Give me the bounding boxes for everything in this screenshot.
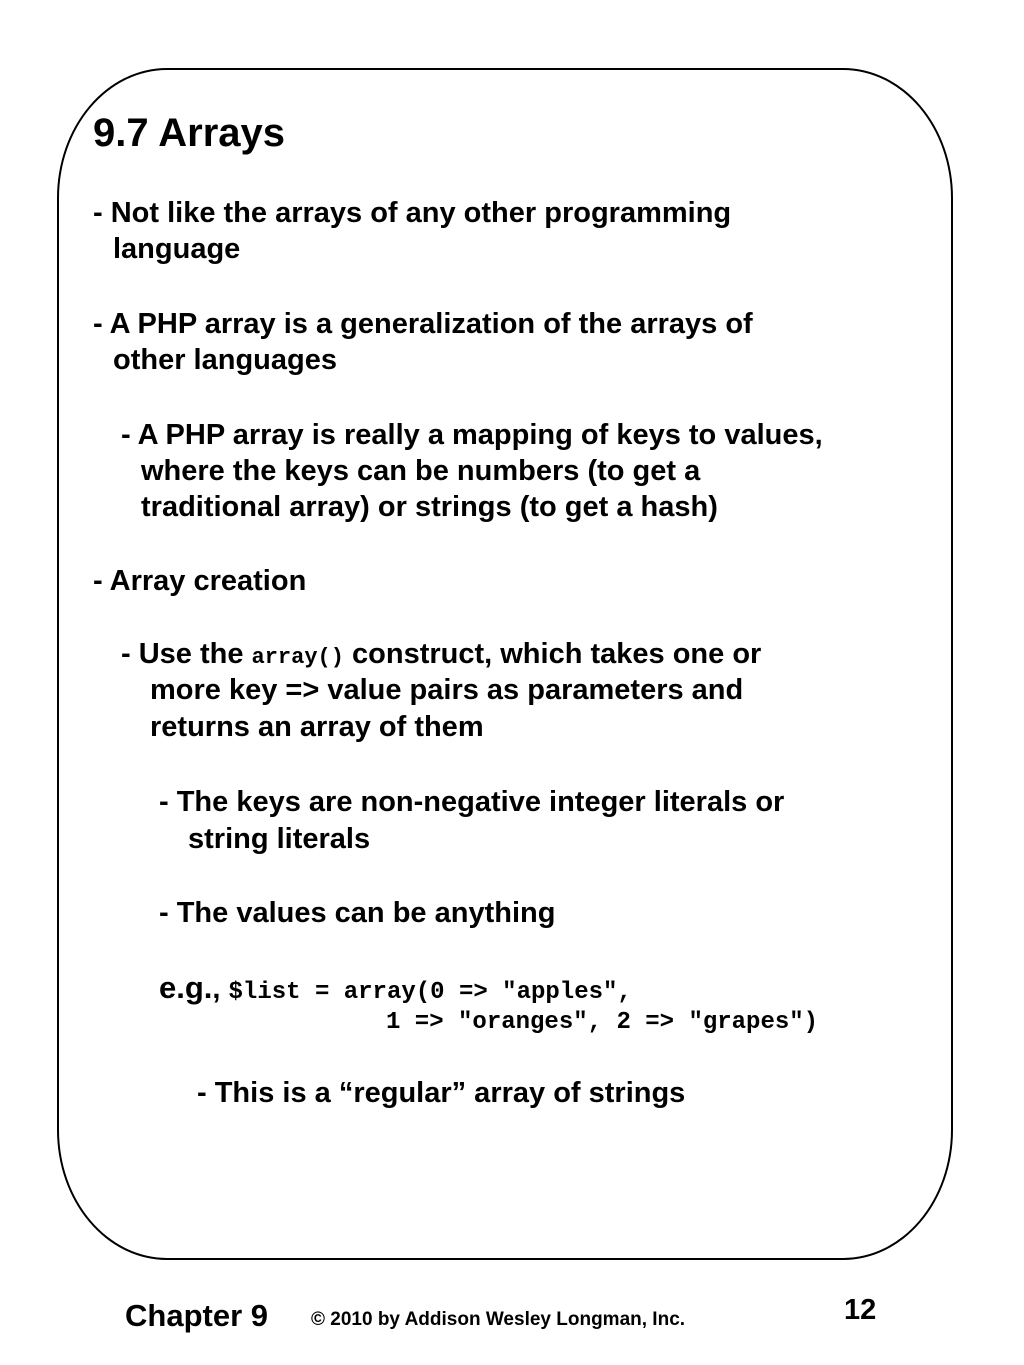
bullet-6-line-2: string literals: [188, 823, 371, 855]
bullet-5-line-2: more key => value pairs as parameters and: [150, 674, 744, 706]
bullet-4-line-1: - Array creation: [93, 565, 307, 597]
bullet-5-text-a: - Use the: [121, 638, 252, 670]
footer-page-number: 12: [844, 1294, 877, 1326]
footer-copyright: © 2010 by Addison Wesley Longman, Inc.: [311, 1309, 686, 1330]
slide-title: 9.7 Arrays: [93, 111, 285, 155]
example-code-line-1: $list = array(0 => "apples",: [228, 979, 632, 1006]
array-construct-code: array(): [251, 645, 344, 670]
bullet-5-text-b: construct, which takes one or: [343, 638, 762, 670]
bullet-7-line-1: - The values can be anything: [159, 897, 556, 929]
bullet-8-line-1: - This is a “regular” array of strings: [197, 1077, 686, 1109]
bullet-5-line-1: [121, 636, 761, 676]
bullet-3-line-3: traditional array) or strings (to get a hash): [141, 491, 718, 523]
bullet-2-line-2: other languages: [113, 344, 337, 376]
bullet-1-line-1: - Not like the arrays of any other programming: [93, 197, 732, 229]
example-code-line-2: 1 => "oranges", 2 => "grapes"): [386, 1009, 819, 1036]
bullet-3-line-2: where the keys can be numbers (to get a: [141, 455, 701, 487]
bullet-1-line-2: language: [113, 233, 241, 265]
bullet-6-line-1: - The keys are non-negative integer literals or: [159, 786, 785, 818]
footer-chapter: Chapter 9: [125, 1298, 268, 1333]
example-comma: ,: [212, 973, 229, 1005]
bullet-5-line-3: returns an array of them: [150, 711, 484, 743]
example-line-1: [159, 970, 632, 1008]
bullet-2-line-1: - A PHP array is a generalization of the arrays of: [93, 308, 753, 340]
bullet-3-line-1: - A PHP array is really a mapping of keys to values,: [121, 419, 823, 451]
example-label: e.g.: [159, 970, 213, 1005]
